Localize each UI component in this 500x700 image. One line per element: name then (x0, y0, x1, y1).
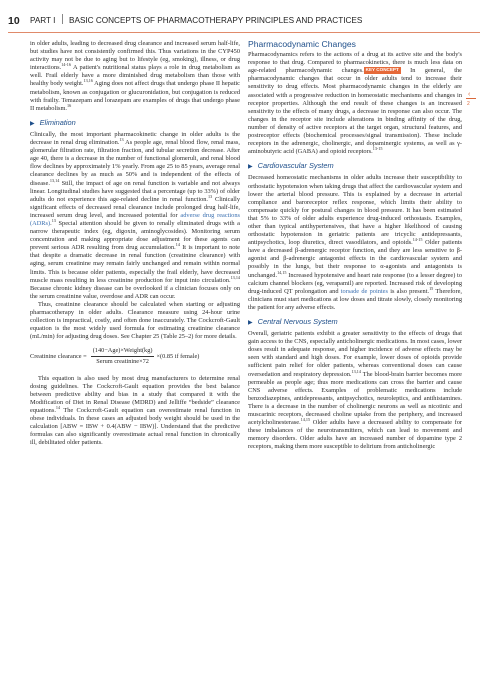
margin-rule (466, 98, 476, 99)
margin-label: 2 (467, 101, 470, 107)
paragraph: Clinically, the most important pharmacokinetic change in older adults is the decrease in renal drug elimination.$^{13}$ As people age, renal blood flow, renal mass, glomerular filtration rate, filtration fraction, and tubular secretion decrease. After age 40, there is a decrease in the number of functional glomeruli, and renal blood flow declines by approximately 1% yearly. From age 25 to 85 years, average renal clearance declines by as much as 50% and is independent of the effects of disease.$^{13,14}$ Still, the impact of age on renal function is variable and not always linear. Longitudinal studies have suggested that a percentage (up to 33%) of older adults do not experience this age-related decline in renal function.$^{13}$ Clinically significant effects of decreased renal clearance include prolonged drug half-life, increased serum drug level, and increased potential for adverse drug reactions (ADRs).$^{13}$ Special attention should be given to renally eliminated drugs with a narrow therapeutic index (eg, digoxin, aminoglycosides). Monitoring serum concentration and making appropriate dose adjustment for these agents can prevent serious ADR resulting from drug accumulation.$^{14}$ It is important to note that despite a dramatic decrease in renal function (creatinine clearance) with aging, serum creatinine may remain fairly unchanged and remain within normal limits. This is because older patients, especially the frail elderly, have decreased muscle mass resulting in less creatinine production for input into circulation.$^{13,14}$ Because chronic kidney disease can be overlooked if a clinician focuses only on the serum creatinine value, overdose and ADR can occur. (30, 130, 240, 300)
page-number: 10 (8, 15, 20, 27)
formula-numerator: (140−Age)×Weight(kg) (91, 347, 155, 357)
paragraph: in older adults, leading to decreased drug clearance and increased serum half-life, but studies have not consistently confirmed this. Thus variations in the CYP450 activity may not be due to aging but to lifestyle (eg, smoking), illness, or drug interactions.$^{14-16}$ A patient's nutritional status plays a role in drug metabolism as well. Frail elderly have a more diminished drug metabolism than those with healthy body weight.$^{13,16}$ Aging does not affect drugs that undergo phase II hepatic metabolism, known as conjugation or glucuronidation, but conjugation is reduced with frailty. Temazepam and lorazepam are examples of drugs that undergo phase II metabolism.$^{16}$ (30, 40, 240, 112)
triangle-bullet-icon: ▶ (248, 164, 253, 171)
paragraph: This equation is also used by most drug manufacturers to determine renal dosing guidelines. The Cockcroft-Gault equation provides the best balance between predictive ability and bias in a study that compared it with the Modification of Diet in Renal Disease (MDRD) and Jelliffe “bedside” clearance equations.$^{14}$ The Cockcroft-Gault equation can overestimate renal function in obese individuals. In these cases an adjusted body weight should be used in the calculation [ABW = IBW + 0.4(ABW − IBW)]. Understand that the predictive formulas can also significantly overestimate actual renal function in chronically ill, debilitated older patients. (30, 374, 240, 447)
paragraph: Thus, creatinine clearance should be calculated when starting or adjusting pharmacotherapy in older adults. Clearance measure using 24-hour urine collection is impractical, costly, and often done inaccurately. The Cockcroft-Gault equation is the most widely used formula for estimating creatinine clearance (mL/min) for adjusting drug doses. See Chapter 25 (Table 25–2) for more details. (30, 300, 240, 341)
paragraph: Decreased homeostatic mechanisms in older adults increase their susceptibility to orthostatic hypotension when taking drugs that affect the cardiovascular system and lower the arterial blood pressure. This is explained by a decrease in arterial compliance and baroreceptor reflex response, which limits their ability to compensate quickly for postural changes in blood pressure. It has been estimated that 5% to 33% of older adults experience drug-induced orthostasis. Examples, other than typical antihypertensives, that have a higher likelihood of causing orthostatic hypotension in geriatric patients are tricyclic antidepressants, antipsychotics, loop diuretics, direct vasodilators, and opioids.$^{14-15}$ Older patients have a decreased β-adrenergic receptor function, and they are less sensitive to β-agonist and β-adrenergic antagonist effects in the cardiovascular system and possibly in the lungs, but their response to α-agonists and antagonists is unchanged.$^{14,15}$ Increased hypotensive and heart rate response (to a lesser degree) to calcium channel blockers (eg, verapamil) are reported. Increased risk of developing drug-induced QT prolongation and torsade de pointes is also present.$^{15}$ Therefore, clinicians must start medications at low doses and titrate slowly, closely monitoring the patient for any adverse effects. (248, 174, 462, 311)
key-concept-badge: KEY CONCEPT (365, 67, 399, 73)
glossary-link-torsade[interactable]: torsade de pointes (340, 287, 388, 295)
paragraph: Overall, geriatric patients exhibit a greater sensitivity to the effects of drugs that gain access to the CNS, especially anticholinergic medications. In most cases, lower doses result in adequate response, and higher incidence of adverse effects may be seen with standard and high doses. For example, lower doses of opioids provide sufficient pain relief for older patients, whereas conventional doses can cause oversedation and respiratory depression.$^{13,14}$ The blood-brain barrier becomes more permeable as people age; thus more medications can cross the barrier and cause CNS adverse effects. Examples of problematic medications include benzodiazepines, antidepressants, antipsychotics, neuroleptics, and antihistamines. There is a decrease in the number of cholinergic neurons as well as nicotinic and muscarinic receptors, decreased choline uptake from the periphery, and increased acetylcholinesterase.$^{14,15}$ Older adults have a decreased ability to compensate for these imbalances of the neurotransmitters, which can lead to movement and memory disorders. Older adults have an increased number of dopamine type 2 receptors, making them more susceptible to delirium from anticholinergic (248, 330, 462, 451)
running-header (8, 14, 492, 28)
formula-multiplier: ×(0.85 if female) (156, 352, 200, 360)
key-concept-margin-marker (466, 91, 478, 107)
formula-denominator: Serum creatinine×72 (96, 358, 149, 366)
right-column (248, 40, 462, 452)
section-heading-cns: ▶ Central Nervous System (248, 317, 338, 326)
triangle-bullet-icon: ▶ (30, 120, 35, 127)
section-heading-cardiovascular: ▶ Cardiovascular System (248, 161, 334, 171)
cockcroft-gault-equation (30, 347, 240, 366)
formula-fraction (91, 347, 155, 366)
section-heading-elimination: ▶ Elimination (30, 117, 76, 127)
formula-lhs: Creatinine clearance = (30, 352, 87, 360)
margin-chevron-icon: ‹ (468, 91, 471, 98)
chapter-title: BASIC CONCEPTS OF PHARMACOTHERAPY PRINCIPLES AND PRACTICES (69, 16, 363, 25)
left-column (30, 40, 240, 447)
header-rule (8, 32, 480, 33)
section-heading-pharmacodynamic: Pharmacodynamic Changes (248, 39, 356, 49)
glossary-link-adr[interactable]: adverse drug reactions (ADRs) (30, 211, 240, 227)
paragraph: Pharmacodynamics refers to the actions of a drug at its active site and the body's response to that drug. Compared to pharmacokinetics, there is much less data on age-related pharmacodynamic changes. KEY CONCEPT In general, the pharmacodynamic changes that occur in older adults tend to increase their sensitivity to drug effects. Most pharmacodynamic changes in the elderly are associated with a progressive reduction in homeostatic mechanisms and changes in receptor properties. Although the end result of these changes is an increased sensitivity to the effects of many drugs, a decrease in response can also occur. The changes in the receptor site include alterations in binding affinity of the drug, number of density of active receptors at the target organ, structural features, and postreceptor effects (biochemical processes/signal transmission). These include receptors in the adrenergic, cholinergic, and dopaminergic systems, as well as γ-aminobutyric acid (GABA) and opioid receptors.$^{13-15}$ (248, 51, 463, 156)
part-label: PART I (29, 16, 56, 25)
header-divider (62, 14, 63, 24)
triangle-bullet-icon: ▶ (248, 320, 253, 326)
